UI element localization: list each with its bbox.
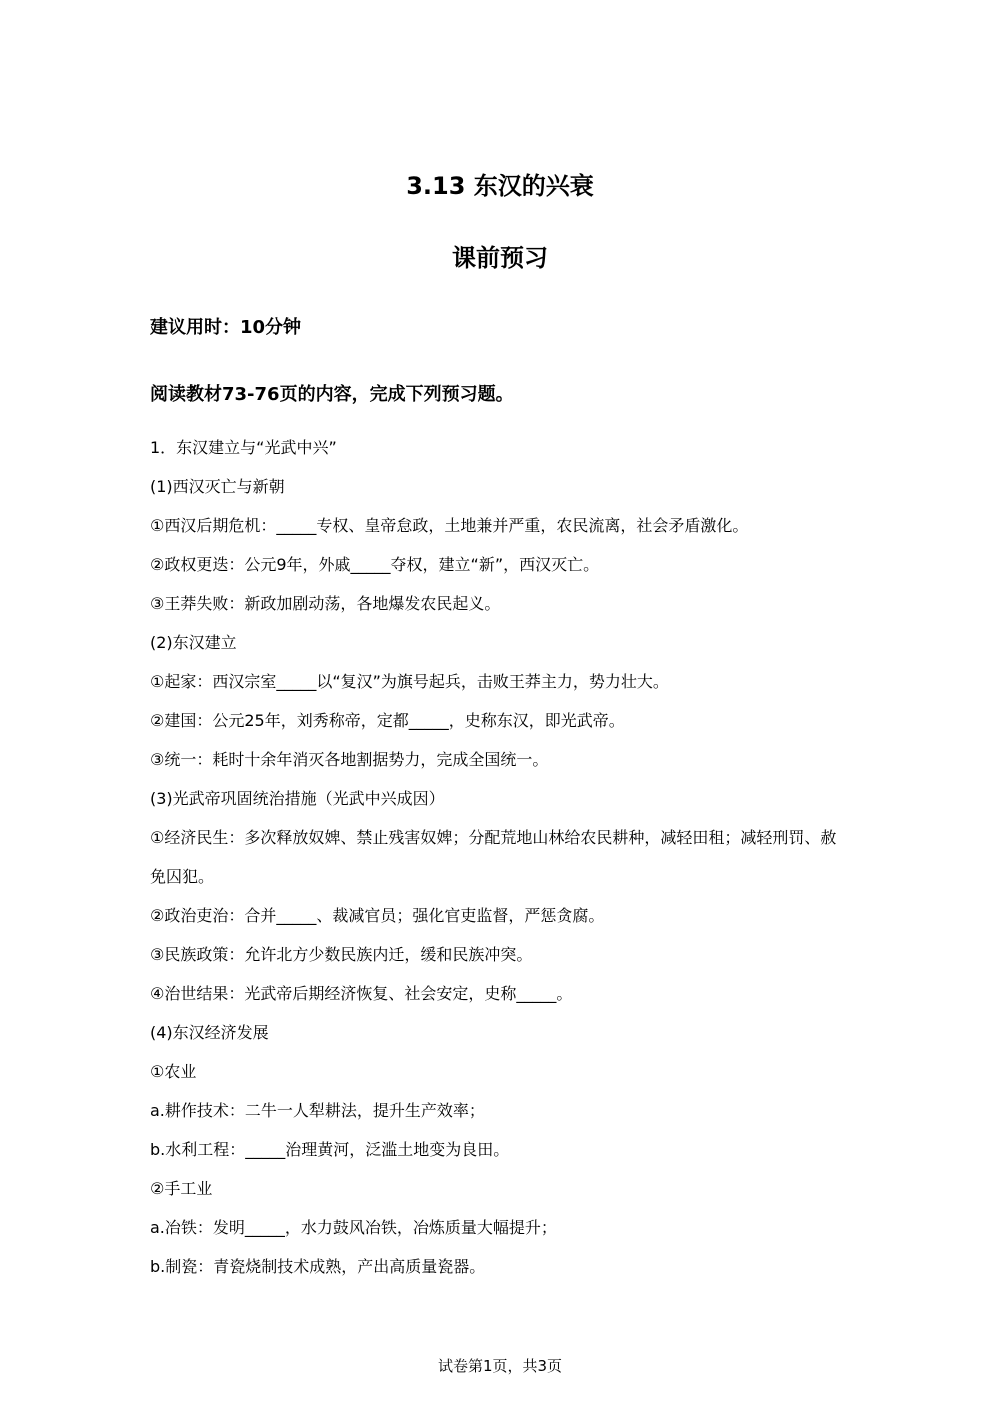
- document-title: 3.13 东汉的兴衰: [406, 172, 594, 200]
- content-line: ②政权更迭：公元9年，外戚_____夺权，建立“新”，西汉灭亡。: [150, 555, 600, 574]
- content-line: b.制瓷：青瓷烧制技术成熟，产出高质量瓷器。: [150, 1257, 486, 1276]
- page-footer: 试卷第1页，共3页: [437, 1357, 563, 1375]
- content-line: a.耕作技术：二牛一人犁耕法，提升生产效率；: [150, 1101, 485, 1120]
- content-line: a.冶铁：发明_____，水力鼓风冶铁，冶炼质量大幅提升；: [150, 1218, 557, 1237]
- content-line: ③统一：耗时十余年消灭各地割据势力，完成全国统一。: [150, 750, 549, 769]
- content-line: ③王莽失败：新政加剧动荡，各地爆发农民起义。: [150, 594, 501, 613]
- instruction-text: 阅读教材73-76页的内容，完成下列预习题。: [150, 384, 514, 405]
- subheading-economy: (4)东汉经济发展: [150, 1023, 269, 1042]
- section-title: 课前预习: [452, 244, 548, 272]
- subheading-western-han-fall: (1)西汉灭亡与新朝: [150, 477, 285, 496]
- content-line: ④治世结果：光武帝后期经济恢复、社会安定，史称_____。: [150, 984, 573, 1003]
- content-line: b.水利工程：_____治理黄河，泛滥土地变为良田。: [150, 1140, 510, 1159]
- content-line: ②手工业: [150, 1179, 213, 1198]
- subheading-guangwu-measures: (3)光武帝巩固统治措施（光武中兴成因）: [150, 789, 445, 808]
- content-line: ①西汉后期危机：_____专权、皇帝怠政，土地兼并严重，农民流离，社会矛盾激化。: [150, 516, 749, 535]
- content-line: ①农业: [150, 1062, 197, 1081]
- question-heading: 1．东汉建立与“光武中兴”: [150, 438, 337, 457]
- content-line: ③民族政策：允许北方少数民族内迁，缓和民族冲突。: [150, 945, 533, 964]
- content-line: ①经济民生：多次释放奴婢、禁止残害奴婢；分配荒地山林给农民耕种，减轻田租；减轻刑罚、赦免囚犯。: [150, 828, 837, 886]
- content-line: ②政治吏治：合并_____、裁减官员；强化官吏监督，严惩贪腐。: [150, 906, 605, 925]
- subheading-eastern-han-founding: (2)东汉建立: [150, 633, 237, 652]
- content-line: ①起家：西汉宗室_____以“复汉”为旗号起兵，击败王莽主力，势力壮大。: [150, 672, 669, 691]
- content-line: ②建国：公元25年，刘秀称帝，定都_____，史称东汉，即光武帝。: [150, 711, 625, 730]
- question-content: [150, 428, 850, 1286]
- suggested-time: 建议用时：10分钟: [150, 317, 302, 338]
